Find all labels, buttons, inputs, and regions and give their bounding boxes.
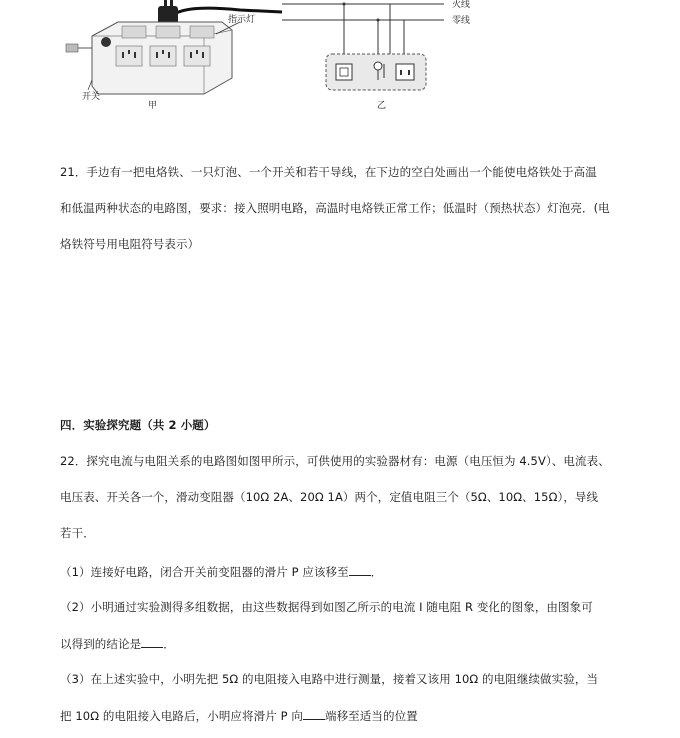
neutral-wire-label: 零线: [452, 16, 471, 26]
switch-label: 开关: [82, 92, 101, 102]
q22-part-3-text: 把 10Ω 的电阻接入电路后，小明应将滑片 P 向: [60, 709, 303, 723]
q22-part-2-end: ．: [163, 637, 175, 651]
q22-part-1-text: （1）连接好电路，闭合开关前变阻器的滑片 P 应该移至: [60, 565, 349, 579]
q22-part-2-text: 以得到的结论是: [60, 637, 142, 651]
q21-line-2: 和低温两种状态的电路图，要求：接入照明电路，高温时电烙铁正常工作；低温时（预热状态）灯泡亮．(电: [60, 201, 610, 215]
section-heading: 四．实验探究题（共 2 小题）: [60, 418, 216, 432]
figure-area: [0, 0, 680, 120]
answer-blank-1[interactable]: [349, 564, 371, 576]
q22-part-3-line-2: [60, 708, 418, 723]
figure-yi-caption: 乙: [377, 101, 387, 111]
indicator-label: 指示灯: [228, 15, 256, 25]
q22-line-3: 若干．: [60, 526, 95, 540]
q21-line-3: 烙铁符号用电阻符号表示）: [60, 237, 200, 251]
q22-part-3-line-1: （3）在上述实验中，小明先把 5Ω 的电阻接入电路中进行测量，接着又该用 10Ω 的电阻继续做实验，当: [60, 672, 599, 686]
q22-part-1: [60, 564, 382, 579]
live-wire-label: 火线: [452, 0, 471, 10]
figure-jia-caption: 甲: [148, 101, 158, 111]
q22-part-3-end: 端移至适当的位置: [324, 709, 418, 723]
q22-line-1: 22．探究电流与电阻关系的电路图如图甲所示，可供使用的实验器材有：电源（电压恒为 4.5V）、电流表、: [60, 454, 610, 468]
q22-line-2: 电压表、开关各一个，滑动变阻器（10Ω 2A、20Ω 1A）两个，定值电阻三个（5Ω、10Ω、15Ω），导线: [60, 490, 599, 504]
q22-part-2-line-1: （2）小明通过实验测得多组数据，由这些数据得到如图乙所示的电流 I 随电阻 R 变化的图象，由图象可: [60, 600, 593, 614]
q22-part-2-line-2: [60, 636, 175, 651]
q21-line-1: 21．手边有一把电烙铁、一只灯泡、一个开关和若干导线，在下边的空白处画出一个能使电烙铁处于高温: [60, 165, 597, 179]
answer-blank-2[interactable]: [141, 636, 163, 648]
answer-blank-3[interactable]: [303, 708, 325, 720]
q22-part-1-end: ．: [370, 565, 383, 579]
wiring-diagram: [282, 3, 444, 91]
